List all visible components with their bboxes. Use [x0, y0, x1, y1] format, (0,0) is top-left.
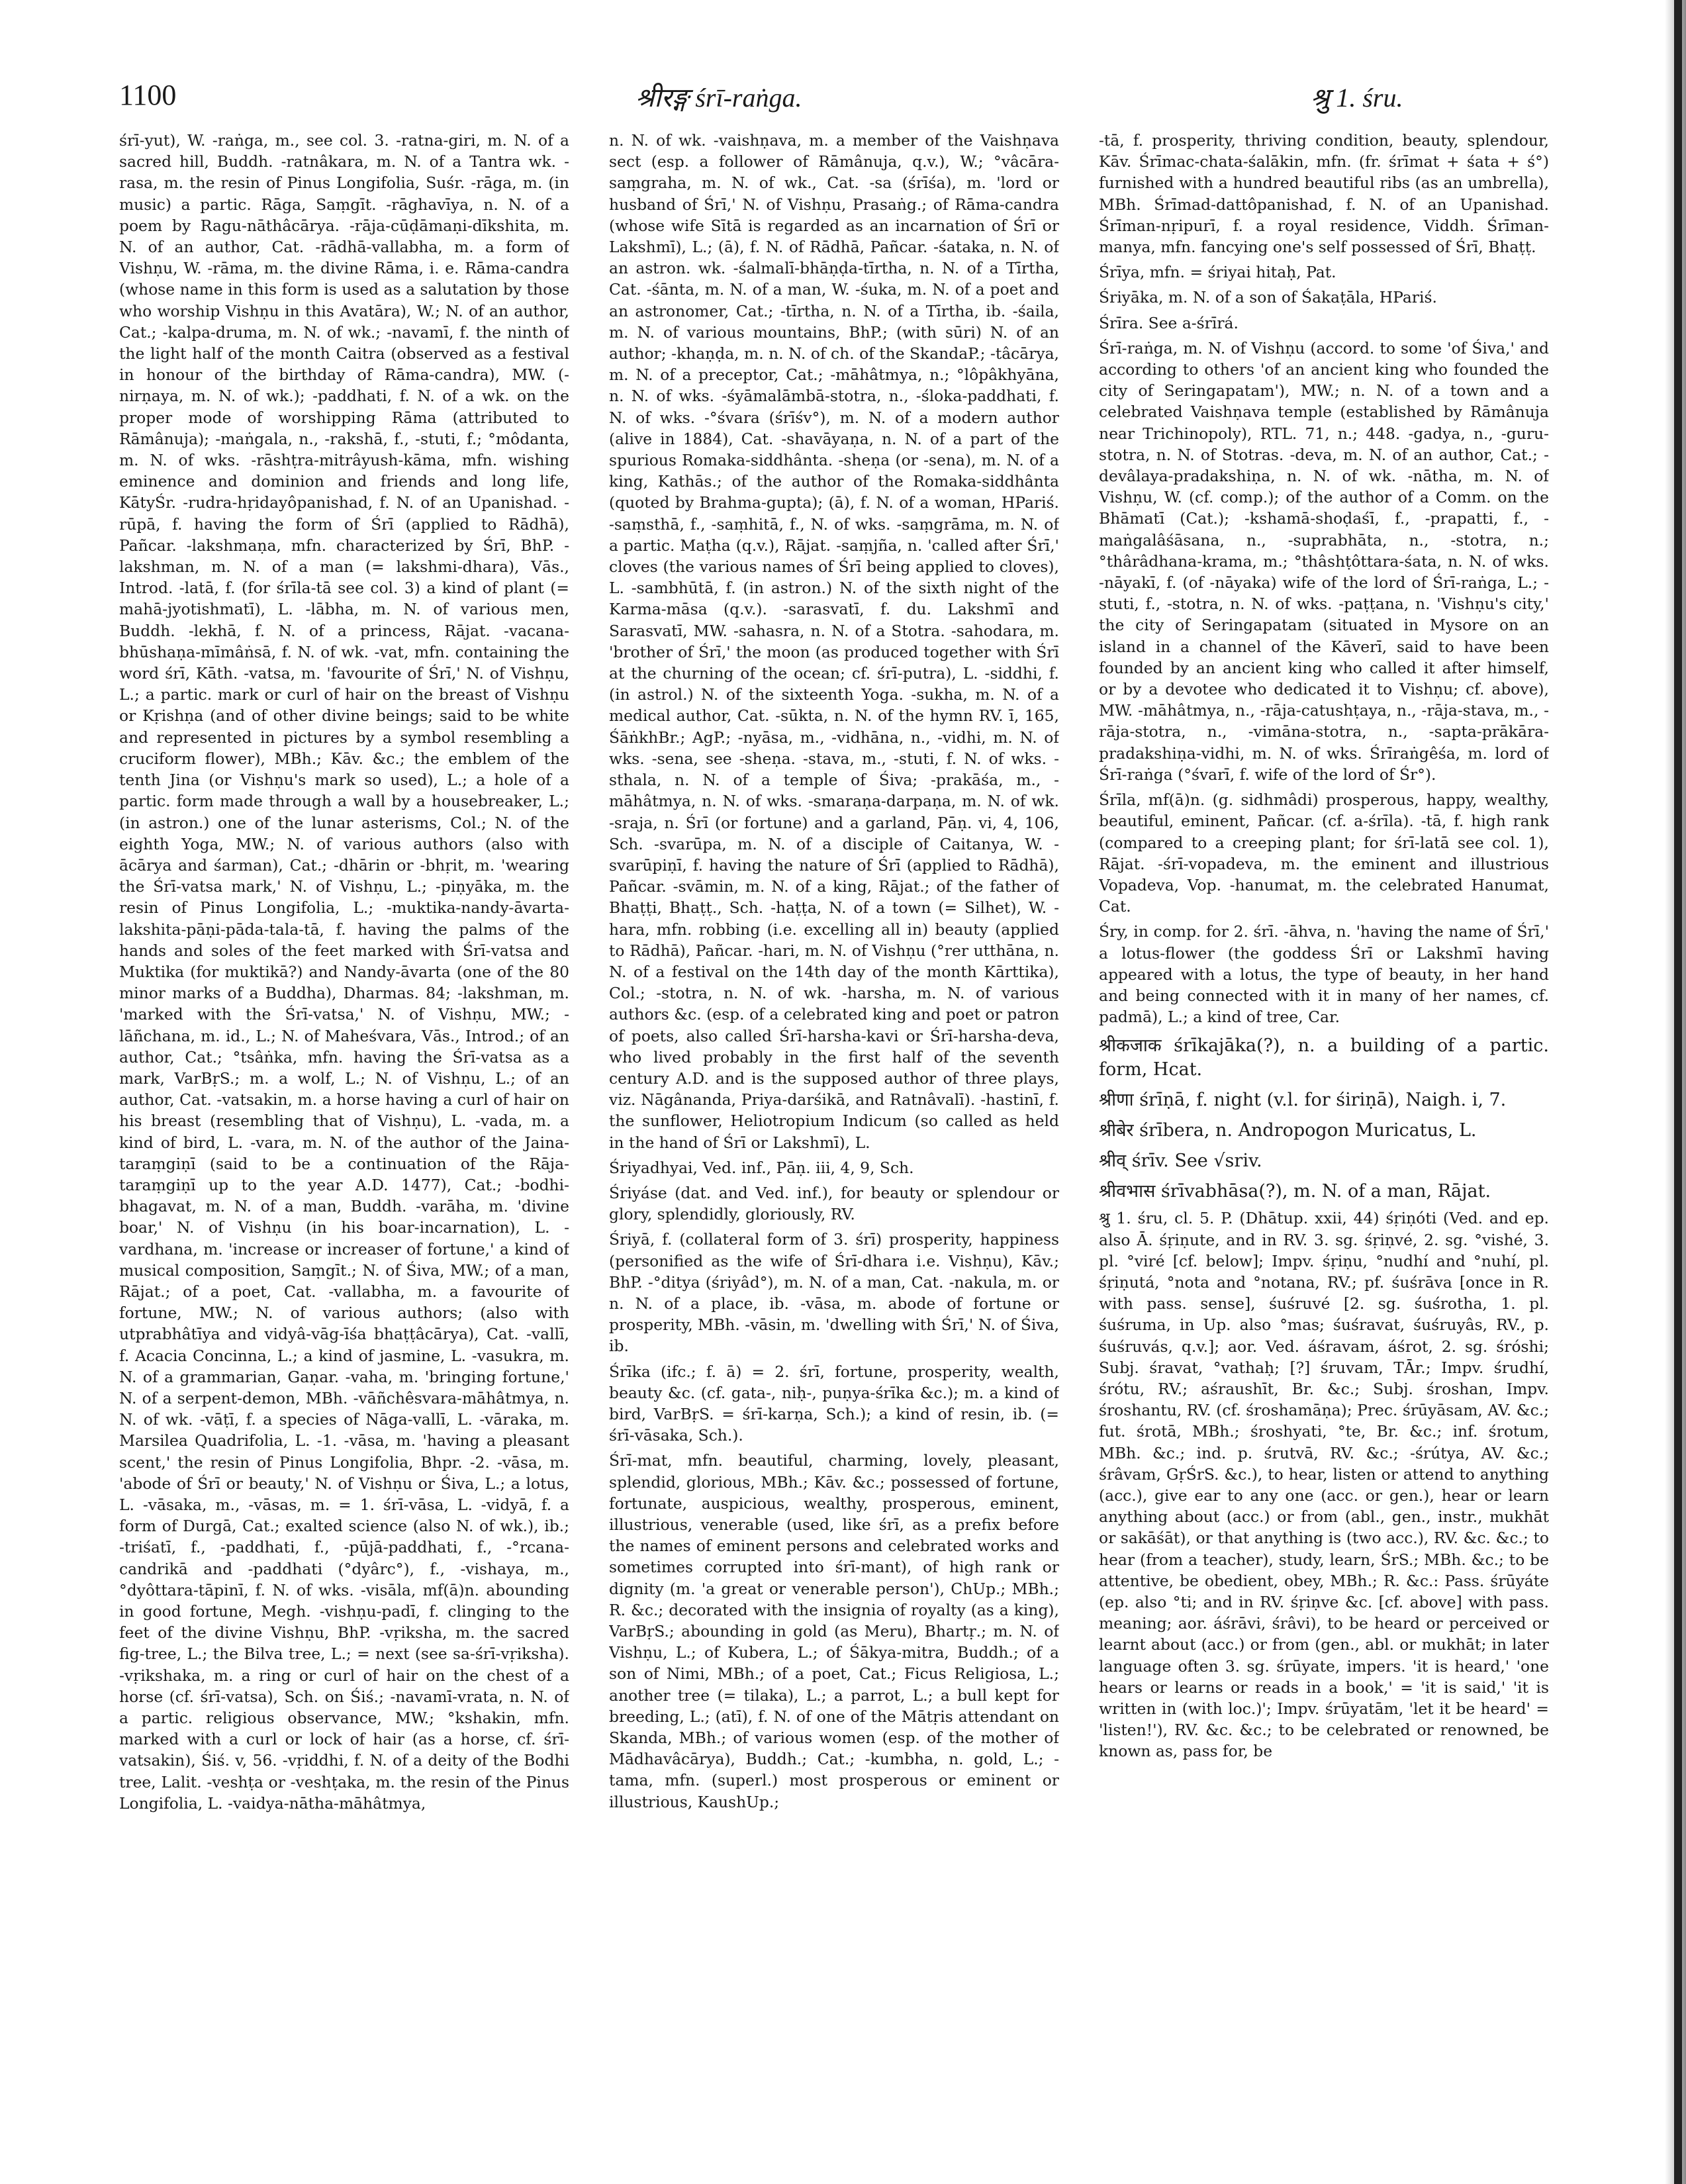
right-running-headword: श्रु 1. śru.	[1311, 83, 1403, 113]
column-1	[119, 130, 569, 2156]
entry-srivabhasa: श्रीवभास śrīvabhāsa(?), m. N. of a man, Rājat.	[1099, 1181, 1491, 1202]
entry-sriyase: Śriyáse (dat. and Ved. inf.), for beauty or splendour or glory, splendidly, gloriously, RV.	[609, 1183, 1059, 1224]
column-2	[609, 130, 1059, 2156]
entry-sriya: Śriyā, f. (collateral form of 3. śrī) prosperity, happiness (personified as the wife of Śrī-dhara i.e. Vishṇu), Kāv.; BhP. -°ditya (śriyâd°), m. N. of a man, Cat. -nakula, m. or n. N. of a place, ib. -vāsa, m. abode of fortune or prosperity, MBh. -vāsin, m. 'dwelling with Śrī,' N. of Śiva, ib.	[609, 1230, 1059, 1356]
page-header	[119, 78, 1549, 124]
column-1-text: śrī-yut), W. -raṅga, m., see col. 3. -ratna-giri, m. N. of a sacred hill, Buddh. -ratnâkara, m. N. of a Tantra wk. -rasa, m. the resin of Pinus Longifolia, Suśr. -rāga, m. (in music) a partic. Rāga, Saṃgīt. -rāghavīya, n. N. of a poem by Ragu-nāthâcārya. -rāja-cūḍāmaṇi-dīkshita, m. N. of an author, Cat. -rādhā-vallabha, m. a form of Vishṇu, W. -rāma, m. the divine Rāma, i. e. Rāma-candra (whose name in this form is used as a salutation by those who worship Vishṇu in this Avatāra), W.; N. of an author, Cat.; -kalpa-druma, m. N. of wk.; -navamī, f. the ninth of the light half of the month Caitra (observed as a festival in honour of the birthday of Rāma-candra), MW. (-nirṇaya, m. N. of wk.); -paddhati, f. N. of a wk. on the proper mode of worshipping Rāma (attributed to Rāmânuja); -maṅgala, n., -rakshā, f., -stuti, f.; °môdanta, m. N. of wks. -rāshṭra-mitrâyush-kāma, mfn. wishing eminence and dominion and friends and long life, KātyŚr. -rudra-hṛidayôpanishad, f. N. of an Upanishad. -rūpā, f. having the form of Śrī (applied to Rādhā), Pañcar. -lakshmaṇa, mfn. characterized by Śrī, BhP. -lakshman, m. N. of a man (= lakshmi-dhara), Vās., Introd. -latā, f. (for śrīla-tā see col. 3) a kind of plant (= mahā-jyotishmatī), L. -lābha, m. N. of various men, Buddh. -lekhā, f. N. of a princess, Rājat. -vacana-bhūshaṇa-mīmâṅsā, f. N. of wk. -vat, mfn. containing the word śrī, Kāth. -vatsa, m. 'favourite of Śrī,' N. of Vishṇu, L.; a partic. mark or curl of hair on the breast of Vishṇu or Kṛishṇa (and of other divine beings; said to be white and represented in pictures by a symbol resembling a cruciform flower), MBh.; Kāv. &c.; the emblem of the tenth Jina (or Vishṇu's mark so used), L.; a hole of a partic. form made through a wall by a housebreaker, L.; (in astron.) one of the lunar asterisms, Col.; N. of the eighth Yoga, MW.; N. of various authors (also with ācārya and śarman), Cat.; -dhārin or -bhṛit, m. 'wearing the Śrī-vatsa mark,' N. of Vishṇu, L.; -piṇyāka, m. the resin of Pinus Longifolia, L.; -muktika-nandy-āvarta-lakshita-pāṇi-pāda-tala-tā, f. having the palms of the hands and soles of the feet marked with Śrī-vatsa and Muktika (for muktikā?) and Nandy-āvarta (one of the 80 minor marks of a Buddha), Dharmas. 84; -lakshman, m. 'marked with the Śrī-vatsa,' N. of Vishṇu, MW.; -lāñchana, m. id., L.; N. of Maheśvara, Vās., Introd.; of an author, Cat.; °tsâṅka, mfn. having the Śrī-vatsa as a mark, VarBṛS.; m. a wolf, L.; N. of Vishṇu, L.; of an author, Cat. -vatsakin, m. a horse having a curl of hair on his breast (resembling that of Vishṇu), L. -vada, m. a kind of bird, L. -vara, m. N. of the author of the Jaina-taraṃgiṇī (said to be a continuation of the Rāja-taraṃgiṇī up to the year A.D. 1477), Cat.; -bodhi-bhagavat, m. N. of a man, Buddh. -varāha, m. 'divine boar,' N. of Vishṇu (in his boar-incarnation), L. -vardhana, m. 'increase or increaser of fortune,' a kind of musical composition, Saṃgīt.; N. of Śiva, MW.; of a man, Rājat.; of a poet, Cat. -vallabha, m. a favourite of fortune, MW.; N. of various authors; (also with utprabhâtīya and vidyâ-vāg-īśa bhaṭṭâcārya), Cat. -vallī, f. Acacia Concinna, L.; a kind of jasmine, L. -vasukra, m. N. of a grammarian, Gaṇar. -vaha, m. 'bringing fortune,' N. of a serpent-demon, MBh. -vāñchêsvara-māhâtmya, n. N. of wk. -vāṭī, f. a species of Nāga-vallī, L. -vāraka, m. Marsilea Quadrifolia, L. -1. -vāsa, m. 'having a pleasant scent,' the resin of Pinus Longifolia, Bhpr. -2. -vāsa, m. 'abode of Śrī or beauty,' N. of Vishṇu or Śiva, L.; a lotus, L. -vāsaka, m., -vāsas, m. = 1. śrī-vāsa, L. -vidyā, f. a form of Durgā, Cat.; exalted science (also N. of wk.), ib.; -triśatī, f., -paddhati, f., -pūjā-paddhati, f., -°rcana-candrikā and -paddhati (°dyârc°), f., -vishaya, m., °dyôttara-tāpinī, f. N. of wks. -visāla, mf(ā)n. abounding in good fortune, Megh. -vishṇu-padī, f. clinging to the feet of the divine Vishṇu, BhP. -vṛiksha, m. the sacred fig-tree, L.; the Bilva tree, L.; = next (see sa-śrī-vṛiksha). -vṛikshaka, m. a ring or curl of hair on the chest of a horse (cf. śrī-vatsa), Sch. on Śiś.; -navamī-vrata, n. N. of a partic. religious observance, MW.; °kshakin, mfn. marked with a curl or lock of hair (as a horse, cf. śrī-vatsakin), Śiś. v, 56. -vṛiddhi, f. N. of a deity of the Bodhi tree, Lalit. -veshṭa or -veshṭaka, m. the resin of the Pinus Longifolia, L. -vaidya-nātha-māhâtmya,	[119, 131, 569, 1813]
entry-sri-mat: Śrī-mat, mfn. beautiful, charming, lovely, pleasant, splendid, glorious, MBh.; Kāv. &c.; possessed of fortune, fortunate, auspicious, wealthy, prosperous, eminent, illustrious, venerable (used, like śrī, as a prefix before the names of eminent persons and celebrated works and sometimes corrupted into śrī-mant), of high rank or dignity (m. 'a great or venerable person'), ChUp.; MBh.; R. &c.; decorated with the insignia of royalty (as a king), VarBṛS.; abounding in gold (as Meru), Bhartṛ.; m. N. of Vishṇu, L.; of Kubera, L.; of Śākya-mitra, Buddh.; of a son of Nimi, MBh.; of a poet, Cat.; Ficus Religiosa, L.; another tree (= tilaka), L.; a parrot, L.; a bull kept for breeding, L.; (atī), f. N. of one of the Mātṛis attendant on Skanda, MBh.; of various women (esp. of the mother of Mādhavâcārya), Buddh.; Cat.; -kumbha, n. gold, L.; -tama, mfn. (superl.) most prosperous or eminent or illustrious, KaushUp.;	[609, 1451, 1059, 1811]
left-running-headword: श्रीरङ्ग śrī-raṅga.	[635, 83, 802, 113]
entry-sri-continued: n. N. of wk. -vaishṇava, m. a member of the Vaishṇava sect (esp. a follower of Rāmânuja, q.v.), W.; °vâcāra-saṃgraha, m. N. of wk., Cat. -sa (śrīśa), m. 'lord or husband of Śrī,' N. of Vishṇu, Prasaṅg.; of Rāma-candra (whose wife Sītā is regarded as an incarnation of Śrī or Lakshmī), L.; (ā), f. N. of Rādhā, Pañcar. -śataka, n. N. of an astron. wk. -śalmalī-bhāṇḍa-tīrtha, n. N. of a Tīrtha, Cat. -śānta, m. N. of a man, W. -śuka, m. N. of a poet and an astronomer, Cat.; -tīrtha, n. N. of a Tīrtha, ib. -śaila, m. N. of various mountains, BhP.; (with sūri) N. of an author; -khaṇḍa, m. n. N. of ch. of the SkandaP.; -tâcārya, m. N. of a preceptor, Cat.; -māhâtmya, n.; °lôpâkhyāna, n. N. of wks. -śyāmalāmbā-stotra, n., -śloka-paddhati, f. N. of wks. -°śvara (śrīśv°), m. N. of a modern author (alive in 1884), Cat. -shavāyaṇa, n. N. of a part of the spurious Romaka-siddhânta. -sheṇa (or -sena), m. N. of a king, Kathās.; of the author of the Romaka-siddhânta (quoted by Brahma-gupta); (ā), f. N. of a woman, HPariś. -saṃsthā, f., -saṃhitā, f., N. of wks. -saṃgrāma, m. N. of a partic. Maṭha (q.v.), Rājat. -saṃjña, n. 'called after Śrī,' cloves (the various names of Śrī being applied to cloves), L. -sambhūtā, f. (in astron.) N. of the sixth night of the Karma-māsa (q.v.). -sarasvatī, f. du. Lakshmī and Sarasvatī, MW. -sahasra, n. N. of a Stotra. -sahodara, m. 'brother of Śrī,' the moon (as produced together with Śrī at the churning of the ocean; cf. śrī-putra), L. -siddhi, f. (in astrol.) N. of the sixteenth Yoga. -sukha, m. N. of a medical author, Cat. -sūkta, n. N. of the hymn RV. ī, 165, ŚāṅkhBr.; AgP.; -nyāsa, m., -vidhāna, n., -vidhi, m. N. of wks. -sena, see -sheṇa. -stava, m., -stuti, f. N. of wks. -sthala, n. N. of a temple of Śiva; -prakāśa, m., -māhâtmya, n. N. of wks. -smaraṇa-darpaṇa, m. N. of wk. -sraja, n. Śrī (or fortune) and a garland, Pāṇ. vi, 4, 106, Sch. -svarūpa, m. N. of a disciple of Caitanya, W. -svarūpiṇī, f. having the nature of Śrī (applied to Rādhā), Pañcar. -svāmin, m. N. of a king, Rājat.; of the father of Bhaṭṭi, Bhaṭṭ., Sch. -haṭṭa, N. of a town (= Silhet), W. -hara, mfn. robbing (i.e. excelling all in) beauty (applied to Rādhā), Pañcar. -hari, m. N. of Vishṇu (°rer utthāna, n. N. of a festival on the 14th day of the month Kārttika), Col.; -stotra, n. N. of wk. -harsha, m. N. of various authors &c. (esp. of a celebrated king and poet or patron of poets, also called Śrī-harsha-kavi or Śrī-harsha-deva, who lived probably in the first half of the seventh century A.D. and is the supposed author of three plays, viz. Nāgânanda, Priya-darśikā, and Ratnâvalī). -hastinī, f. the sunflower, Heliotropium Indicum (so called as held in the hand of Śrī or Lakshmī), L.	[609, 131, 1059, 1152]
entry-srika: Śrīka (ifc.; f. ā) = 2. śrī, fortune, prosperity, wealth, beauty &c. (cf. gata-, niḥ-, puṇya-śrīka &c.); m. a kind of bird, VarBṛS. = śrī-karṇa, Sch.); a kind of resin, ib. (= śrī-vāsaka, Sch.).	[609, 1362, 1059, 1445]
entry-sru: श्रु 1. śru, cl. 5. P. (Dhātup. xxii, 44) śṛiṇóti (Ved. and ep. also Ā. śṛiṇute, and in RV. 3. sg. śṛiṇvé, 2. sg. °vishé, 3. pl. °viré [cf. below]; Impv. śṛiṇu, °nudhí and °nuhí, pl. śṛiṇutá, °nota and °notana, RV.; pf. śuśrāva [once in R. with pass. sense], śuśruvé [2. sg. śuśrotha, 1. pl. śuśruma, in Up. also °mas; śuśravat, śuśruyâs, RV., p. śuśruvás, q.v.]; aor. Ved. áśravam, áśrot, 2. sg. śróshi; Subj. śravat, °vathaḥ; [?] śruvam, TĀr.; Impv. śrudhí, śrótu, RV.; aśraushīt, Br. &c.; Subj. śroshan, Impv. śroshantu, RV. (cf. śroshamāṇa); Prec. śrūyāsam, AV. &c.; fut. śrotā, MBh.; śroshyati, °te, Br. &c.; inf. śrotum, MBh. &c.; ind. p. śrutvā, RV. &c.; -śrútya, AV. &c.; śrâvam, GṛŚrS. &c.), to hear, listen or attend to anything (acc.), give ear to any one (acc. or gen.), hear or learn anything about (acc.) or from (abl., gen., instr., mukhāt or sakāśāt), or that anything is (two acc.), RV. &c. &c.; to hear (from a teacher), study, learn, ŚrS.; MBh. &c.; to be attentive, be obedient, obey, MBh.; R. &c.: Pass. śrūyáte (ep. also °ti; and in RV. śṛiṇve &c. [cf. above] with pass. meaning; aor. áśrāvi, śrâvi), to be heard or perceived or learnt about (acc.) or from (gen., abl. or mukhāt; in later language often 3. sg. śrūyate, impers. 'it is heard,' 'one hears or learns or reads in a book,' = 'it is said,' 'it is written in (with loc.)'; Impv. śrūyatām, 'let it be heard' = 'listen!'), RV. &c. &c.; to be celebrated or renowned, be known as, pass for, be	[1099, 1209, 1549, 1761]
column-3	[1099, 130, 1549, 2156]
page-number: 1100	[119, 79, 177, 111]
entry-sriyadhyai: Śriyadhyai, Ved. inf., Pāṇ. iii, 4, 9, Sch.	[609, 1158, 914, 1177]
text-columns	[119, 130, 1549, 2156]
entry-srila: Śrīla, mf(ā)n. (g. sidhmâdi) prosperous, happy, wealthy, beautiful, eminent, Pañcar. (cf. a-śrīla). -tā, f. high rank (compared to a creeping plant; for śrī-latā see col. 1), Rājat. -śrī-vopadeva, m. the eminent and illustrious Vopadeva, Vop. -hanumat, m. the celebrated Hanumat, Cat.	[1099, 790, 1549, 916]
entry-sriv: श्रीव् śrīv. See √sriv.	[1099, 1151, 1262, 1172]
entry-srina: श्रीणा śrīṇā, f. night (v.l. for śiriṇā), Naigh. i, 7.	[1099, 1090, 1507, 1111]
page-binding-shadow	[1674, 0, 1682, 2184]
entry-sribera: श्रीबेर śrībera, n. Andropogon Muricatus, L.	[1099, 1120, 1477, 1141]
entry-sriyaka: Śriyāka, m. N. of a son of Śakaṭāla, HPariś.	[1099, 288, 1437, 307]
entry-srira: Śrīra. See a-śrīrá.	[1099, 313, 1239, 332]
entry-srimat-continued: -tā, f. prosperity, thriving condition, beauty, splendour, Kāv. Śrīmac-chata-śalākin, mfn. (fr. śrīmat + śata + ś°) furnished with a hundred beautiful ribs (as an umbrella), MBh. Śrīmad-dattôpanishad, f. N. of an Upanishad. Śrīman-nṛipurī, f. a royal residence, Viddh. Śrīman-manya, mfn. fancying one's self possessed of Śrī, Bhaṭṭ.	[1099, 131, 1549, 257]
entry-srikajaka: श्रीकजाक śrīkajāka(?), n. a building of a partic. form, Hcat.	[1099, 1035, 1549, 1080]
entry-sry: Śry, in comp. for 2. śrī. -āhva, n. 'having the name of Śrī,' a lotus-flower (the goddess Śrī or Lakshmī having appeared with a lotus, the type of beauty, in her hand and being connected with it in many of her names, cf. padmā), L.; a kind of tree, Car.	[1099, 922, 1549, 1027]
entry-sri-ranga: Śrī-raṅga, m. N. of Vishṇu (accord. to some 'of Śiva,' and according to others 'of an ancient king who founded the city of Seringapatam'), MW.; n. N. of a town and a celebrated Vaishṇava temple (established by Rāmânuja near Trichinopoly), RTL. 71, n.; 448. -gadya, n., -guru-stotra, n. N. of Stotras. -deva, m. N. of an author, Cat.; -devâlaya-pradakshiṇa, n. N. of wk. -nātha, m. N. of Vishṇu, W. (cf. comp.); of the author of a Comm. on the Bhāmatī (Cat.); -kshamā-shoḍaśī, f., -prapatti, f., -maṅgalâśāsana, n., -suprabhāta, n., -stotra, n.; °thârâdhana-krama, m.; °thâshṭôttara-śata, n. N. of wks. -nāyakī, f. (of -nāyaka) wife of the lord of Śrī-raṅga, L.; -stuti, f., -stotra, n. N. of wks. -paṭṭana, n. 'Vishṇu's city,' the city of Seringapatam (situated in Mysore on an island in a channel of the Kāverī, said to have been founded by an ancient king who called it after himself, or by a devotee who dedicated it to Vishṇu; cf. above), MW. -māhâtmya, n., -rāja-catushṭaya, n., -rāja-stava, m., -rāja-stotra, n., -vimāna-stotra, n., -sapta-prākāra-pradakshiṇa-vidhi, m. N. of wks. Śrīraṅgêśa, m. lord of Śrī-raṅga (°śvarī, f. wife of the lord of Śr°).	[1099, 338, 1549, 784]
entry-sriya-adj: Śrīya, mfn. = śriyai hitaḥ, Pat.	[1099, 263, 1336, 282]
